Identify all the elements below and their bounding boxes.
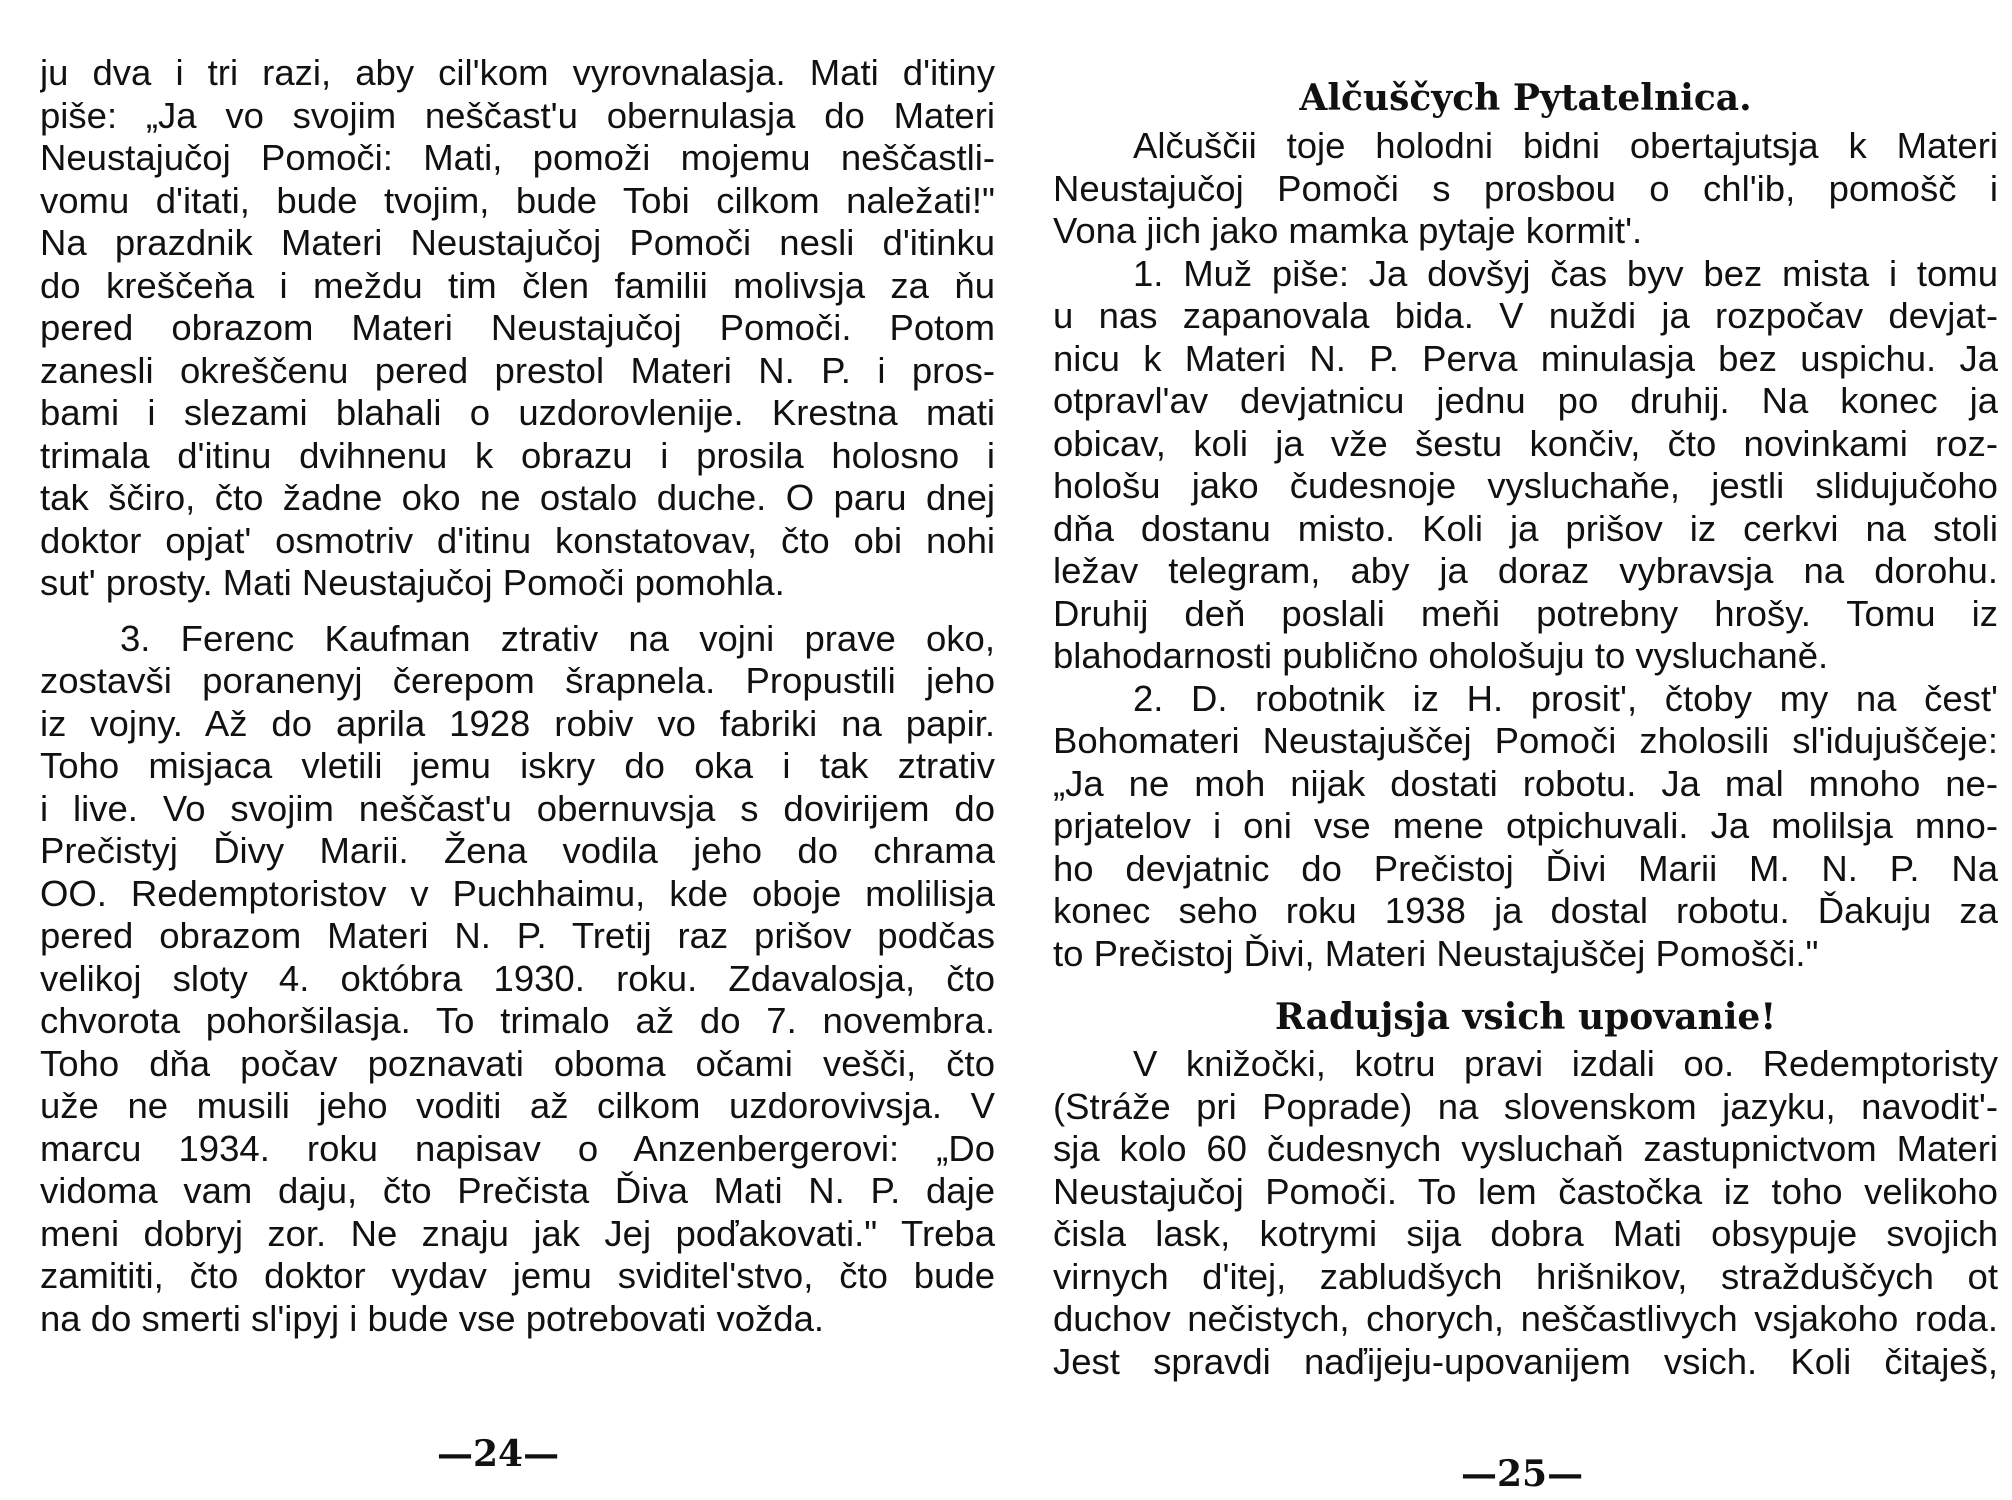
text-line: uže ne musili jeho voditi až cilkom uzdorovivsja. V (40, 1085, 995, 1126)
text-line: Jest spravdi naďijeju-upovanijem vsich. Koli čitaješ, (1053, 1340, 1998, 1382)
text-line: hološu jako čudesnoje vysluchaňe, jestli slidujučoho (1053, 465, 1998, 506)
text-line: pered obrazom Materi Neustajučoj Pomoči. Potom (40, 307, 995, 348)
text-line: 1. Muž piše: Ja dovšyj čas byv bez mista i tomu (1133, 252, 1998, 294)
text-line: Prečistyj Ďivy Marii. Žena vodila jeho do chrama (40, 830, 995, 871)
text-line: sut' prosty. Mati Neustajučoj Pomoči pomohla. (40, 562, 785, 603)
text-line: nicu k Materi N. P. Perva minulasja bez uspichu. Ja (1053, 337, 1998, 379)
text-line: čisla lask, kotrymi sija dobra Mati obsypuje svojich (1053, 1213, 1998, 1254)
text-line: V knižočki, kotru pravi izdali oo. Redemptoristy (1133, 1043, 1998, 1084)
left-paragraph-2 (40, 618, 995, 1341)
text-line: tak ščiro, čto žadne oko ne ostalo duche. O paru dnej (40, 477, 995, 518)
text-line: u nas zapanovala bida. V nuždi ja rozpočav devjat- (1053, 295, 1998, 336)
text-line: OO. Redemptoristov v Puchhaimu, kde oboje molilisja (40, 872, 995, 914)
text-line: velikoj sloty 4. októbra 1930. roku. Zdavalosja, čto (40, 957, 995, 999)
text-line: zostavši poranenyj čerepom šrapnela. Propustili jeho (40, 660, 995, 701)
text-line: vidoma vam daju, čto Prečista Ďiva Mati N. P. daje (40, 1170, 995, 1211)
text-line: na do smerti sl'ipyj i bude vse potrebovati vožda. (40, 1297, 825, 1339)
text-line: sja kolo 60 čudesnych vysluchaň zastupnictvom Materi (1053, 1128, 1998, 1169)
text-line: Vona jich jako mamka pytaje kormit'. (1053, 210, 1643, 251)
text-line: Alčuščii toje holodni bidni obertajutsja k Materi (1133, 125, 1998, 166)
right-paragraph-3 (1053, 678, 1998, 976)
text-line: prjatelov i oni vse mene otpichuvali. Ja molilsja mno- (1053, 805, 1998, 846)
right-paragraph-1 (1053, 125, 1998, 253)
text-line: Bohomateri Neustajuščej Pomoči zholosili sl'idujuščeje: (1053, 720, 1998, 761)
text-line: bami i slezami blahali o uzdorovlenije. Krestna mati (40, 392, 995, 433)
text-line: otpravl'av devjatnicu jednu po druhij. Na konec ja (1053, 380, 1998, 421)
section-heading-alcuscych: Alčuščych Pytatelnica. (1299, 77, 1752, 119)
text-line: blahodarnosti publično ohološuju to vysluchaně. (1053, 635, 1829, 676)
text-line: dňa dostanu misto. Koli ja prišov iz cerkvi na stoli (1053, 507, 1998, 549)
text-line: piše: „Ja vo svojim neščast'u obernulasja do Materi (40, 94, 995, 136)
text-line: do kreščeňa i meždu tim člen familii molivsja za ňu (40, 264, 995, 306)
text-line: Neustajučoj Pomoči s prosbou o chl'ib, pomošč i (1053, 167, 1998, 209)
text-line: marcu 1934. roku napisav o Anzenbergerovi: „Do (40, 1127, 995, 1169)
text-line: i live. Vo svojim neščast'u obernuvsja s dovirijem do (40, 787, 995, 829)
text-line: Neustajučoj Pomoči: Mati, pomoži mojemu neščastli- (40, 137, 995, 178)
left-paragraph-1 (40, 52, 995, 605)
right-paragraph-2 (1053, 253, 1998, 678)
left-page (40, 52, 995, 1340)
text-line: Na prazdnik Materi Neustajučoj Pomoči nesli d'itinku (40, 222, 995, 263)
section-heading-radujsja: Radujsja vsich upovanie! (1274, 996, 1777, 1038)
page-number-right: —25— (1461, 1453, 1584, 1495)
text-line: zanesli okreščenu pered prestol Materi N. P. i pros- (40, 349, 995, 391)
text-line: trimala d'itinu dvihnenu k obrazu i prosila holosno i (40, 434, 995, 476)
text-line: to Prečistoj Ďivi, Materi Neustajuščej Pomošči." (1053, 932, 1819, 974)
text-line: ju dva i tri razi, aby cil'kom vyrovnalasja. Mati d'itiny (40, 52, 995, 93)
text-line: duchov nečistych, chorych, neščastlivych vsjakoho roda. (1053, 1298, 1998, 1339)
right-page (1053, 52, 1998, 1383)
text-line: konec seho roku 1938 ja dostal robotu. Ďakuju za (1053, 890, 1998, 931)
text-line: obicav, koli ja vže šestu končiv, čto novinkami roz- (1053, 422, 1998, 464)
text-line: chvorota pohoršilasja. To trimalo až do 7. novembra. (40, 1000, 995, 1041)
text-line: Neustajučoj Pomoči. To lem častočka iz toho velikoho (1053, 1170, 1998, 1212)
text-line: iz vojny. Až do aprila 1928 robiv vo fabriki na papir. (40, 702, 995, 744)
text-line: ležav telegram, aby ja doraz vybravsja na dorohu. (1053, 550, 1998, 591)
right-paragraph-4 (1053, 1043, 1998, 1383)
text-line: Druhij deň poslali meňi potrebny hrošy. Tomu iz (1053, 592, 1998, 634)
text-line: pered obrazom Materi N. P. Tretij raz prišov podčas (40, 915, 995, 956)
text-line: virnych d'itej, zabludšych hrišnikov, stražduščych ot (1053, 1255, 1998, 1297)
text-line: 3. Ferenc Kaufman ztrativ na vojni prave oko, (120, 617, 995, 659)
text-line: (Stráže pri Poprade) na slovenskom jazyku, navodit'- (1053, 1085, 1998, 1127)
page-number-left: —24— (437, 1433, 560, 1475)
text-line: ho devjatnic do Prečistoj Ďivi Marii M. N. P. Na (1053, 847, 1998, 889)
text-line: doktor opjat' osmotriv d'itinu konstatovav, čto obi nohi (40, 519, 995, 561)
text-line: meni dobryj zor. Ne znaju jak Jej poďakovati." Treba (40, 1212, 995, 1254)
text-line: Toho misjaca vletili jemu iskry do oka i tak ztrativ (40, 745, 995, 786)
text-line: vomu d'itati, bude tvojim, bude Tobi cilkom naležati!" (40, 179, 995, 221)
text-line: „Ja ne moh nijak dostati robotu. Ja mal mnoho ne- (1053, 762, 1998, 804)
text-line: 2. D. robotnik iz H. prosit', čtoby my na čest' (1133, 677, 1998, 719)
text-line: zamititi, čto doktor vydav jemu sviditel'stvo, čto bude (40, 1255, 995, 1296)
text-line: Toho dňa počav poznavati oboma očami vešči, čto (40, 1042, 995, 1084)
